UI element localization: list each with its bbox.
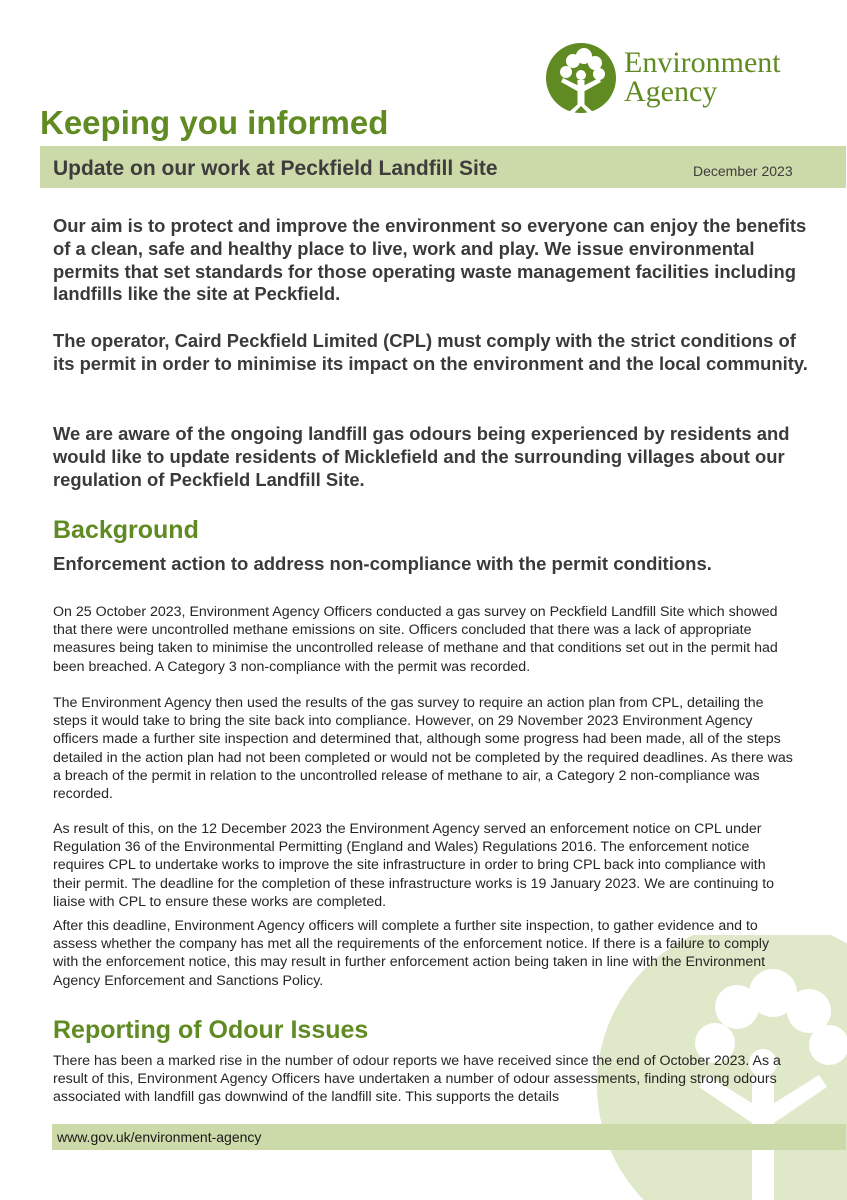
background-paragraph-3: As result of this, on the 12 December 2023 the Environment Agency served an enforcement notice on CPL under Regulation 36 of the Environmental Permitting (England and Wales) Regulations 2016. The enforcement notice requires CPL to undertake works to improve the site infrastructure in order to bring CPL back into compliance with their permit. The deadline for the completion of these infrastructure works is 19 January 2023. We are continuing to liaise with CPL to ensure these works are completed. (53, 821, 775, 910)
background-paragraph-4: After this deadline, Environment Agency officers will complete a further site inspection, to gather evidence and to assess whether the company has met all the requirements of the enforcement notice. If there is a failure to comply with the enforcement notice, this may result in further enforcement action being taken in line with the Environment Agency Enforcement and Sanctions Policy. (53, 918, 770, 989)
page-title: Keeping you informed (40, 104, 389, 141)
background-paragraph-2: The Environment Agency then used the results of the gas survey to require an action plan from CPL, detailing the steps it would take to bring the site back into compliance. However, on 29 November 2023 Environment Agency officers made a further site inspection and determined that, although some progress had been made, all of the steps detailed in the action plan had not been completed or would not be completed by the required deadlines. As there was a breach of the permit in relation to the uncontrolled release of methane to air, a Category 2 non-compliance was recorded. (53, 695, 793, 803)
odour-heading: Reporting of Odour Issues (53, 1016, 369, 1044)
logo-name-line-1: Environment (624, 46, 781, 79)
intro-paragraph-operator: The operator, Caird Peckfield Limited (CPL) must comply with the strict conditions of its permit in order to minimise its impact on the environment and the local community. (53, 330, 808, 374)
background-paragraph-1: On 25 October 2023, Environment Agency Officers conducted a gas survey on Peckfield Landfill Site which showed that there were uncontrolled methane emissions on site. Officers concluded that there was a lack of appropriate measures being taken to minimise the uncontrolled release of methane and that conditions set out in the permit had been breached. A Category 3 non-compliance with the permit was recorded. (53, 604, 778, 675)
intro-paragraph-odours: We are aware of the ongoing landfill gas odours being experienced by residents and would like to update residents of Micklefield and the surrounding villages about our regulation of Peckfield Landfill Site. (53, 423, 790, 490)
banner-title: Update on our work at Peckfield Landfill Site (53, 157, 498, 180)
odour-paragraph: There has been a marked rise in the number of odour reports we have received since the end of October 2023. As a result of this, Environment Agency Officers have undertaken a number of odour assessments, finding strong odours associated with landfill gas downwind of the landfill site. This supports the details (53, 1053, 781, 1106)
environment-agency-logo[interactable] (545, 42, 805, 116)
logo-wordmark (624, 48, 781, 106)
intro-paragraph-aim: Our aim is to protect and improve the environment so everyone can enjoy the benefits of a clean, safe and healthy place to live, work and play. We issue environmental permits that set standards for those operating waste management facilities including landfills like the site at Peckfield. (53, 215, 807, 305)
tree-figure-icon (545, 42, 617, 114)
issue-date: December 2023 (693, 163, 793, 179)
footer-bar (52, 1124, 846, 1150)
footer-website-link[interactable]: www.gov.uk/environment-agency (57, 1129, 262, 1145)
background-heading: Background (53, 516, 199, 544)
logo-name-line-2: Agency (624, 75, 718, 108)
background-subheading: Enforcement action to address non-compliance with the permit conditions. (53, 553, 712, 574)
title-banner (40, 146, 846, 188)
